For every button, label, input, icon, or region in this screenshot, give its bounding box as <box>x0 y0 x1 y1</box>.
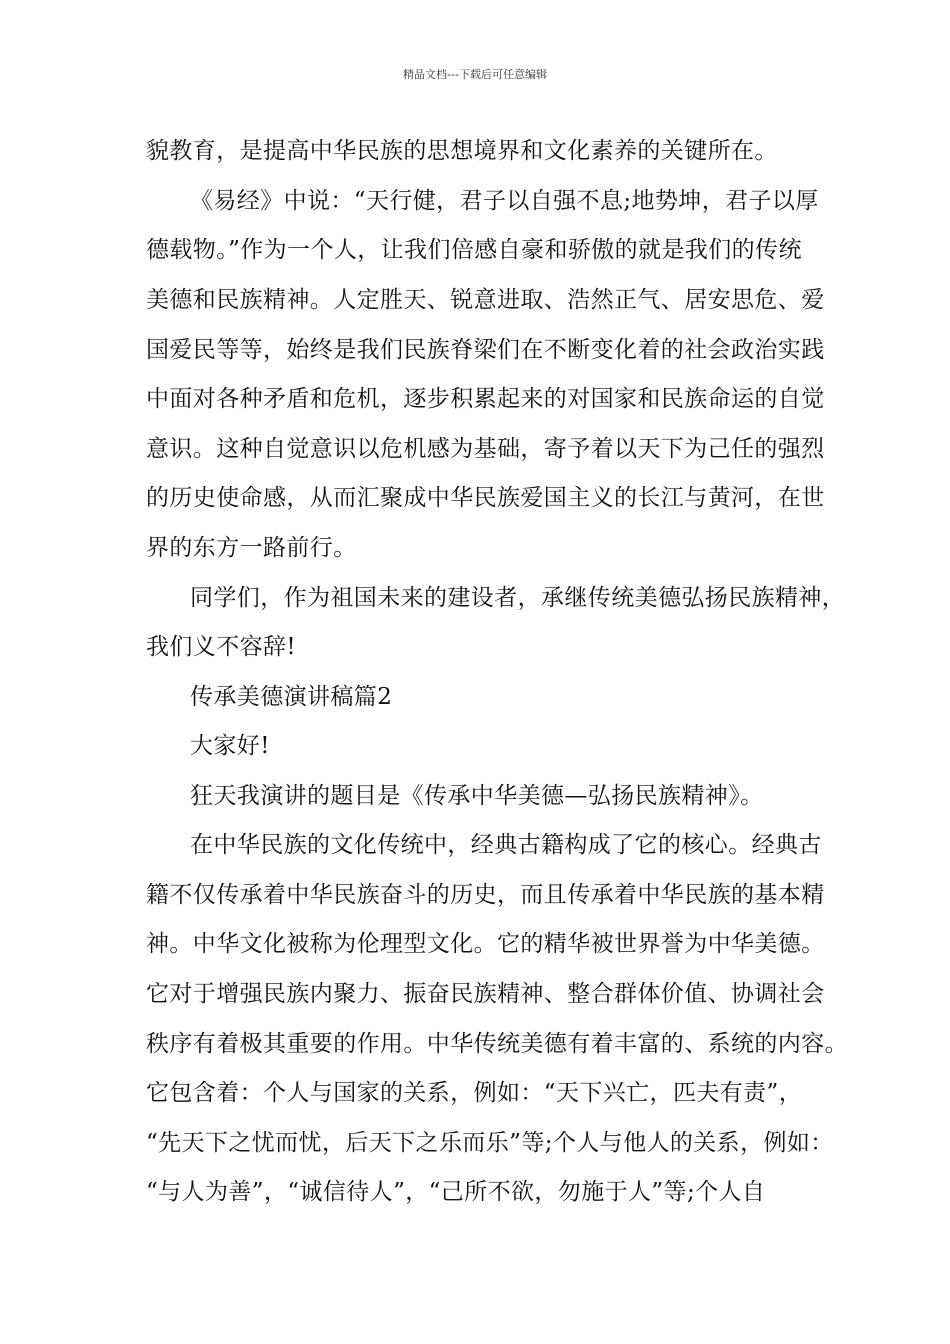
text-line: 它包含着：个人与国家的关系，例如：“天下兴亡，匹夫有责”， <box>146 1080 803 1106</box>
greeting: 大家好! <box>190 733 270 759</box>
text-line: “先天下之忧而忧，后天下之乐而乐”等;个人与他人的关系，例如： <box>146 1130 834 1156</box>
page-header: 精品文档---下载后可任意编辑 <box>403 68 547 81</box>
text-line: 貌教育，是提高中华民族的思想境界和文化素养的关键所在。 <box>146 138 778 164</box>
text-line: 同学们，作为祖国未来的建设者，承继传统美德弘扬民族精神， <box>190 585 846 611</box>
text-line: “与人为善”，“诚信待人”，“己所不欲，勿施于人”等;个人自 <box>146 1179 766 1205</box>
text-line: 我们义不容辞! <box>146 634 297 660</box>
section-heading: 传承美德演讲稿篇2 <box>190 684 393 710</box>
text-line: 德载物。”作为一个人，让我们倍感自豪和骄傲的就是我们的传统 <box>146 237 802 263</box>
text-line: 《易经》中说：“天行健，君子以自强不息;地势坤，君子以厚 <box>190 188 819 214</box>
text-line: 的历史使命感，从而汇聚成中华民族爱国主义的长江与黄河，在世 <box>146 485 825 511</box>
text-line: 美德和民族精神。人定胜天、锐意进取、浩然正气、居安思危、爱 <box>146 287 825 313</box>
text-line: 在中华民族的文化传统中，经典古籍构成了它的核心。经典古 <box>190 832 822 858</box>
text-line: 神。中华文化被称为伦理型文化。它的精华被世界誉为中华美德。 <box>146 931 825 957</box>
text-line: 中面对各种矛盾和危机，逐步积累起来的对国家和民族命运的自觉 <box>146 386 825 412</box>
text-line: 国爱民等等，始终是我们民族脊梁们在不断变化着的社会政治实践 <box>146 337 825 363</box>
text-line: 秩序有着极其重要的作用。中华传统美德有着丰富的、系统的内容。 <box>146 1031 848 1057</box>
text-line: 狂天我演讲的题目是《传承中华美德—弘扬民族精神》。 <box>190 783 764 809</box>
text-line: 籍不仅传承着中华民族奋斗的历史，而且传承着中华民族的基本精 <box>146 882 825 908</box>
text-line: 界的东方一路前行。 <box>146 535 357 561</box>
text-line: 意识。这种自觉意识以危机感为基础，寄予着以天下为己任的强烈 <box>146 436 825 462</box>
text-line: 它对于增强民族内聚力、振奋民族精神、整合群体价值、协调社会 <box>146 981 825 1007</box>
